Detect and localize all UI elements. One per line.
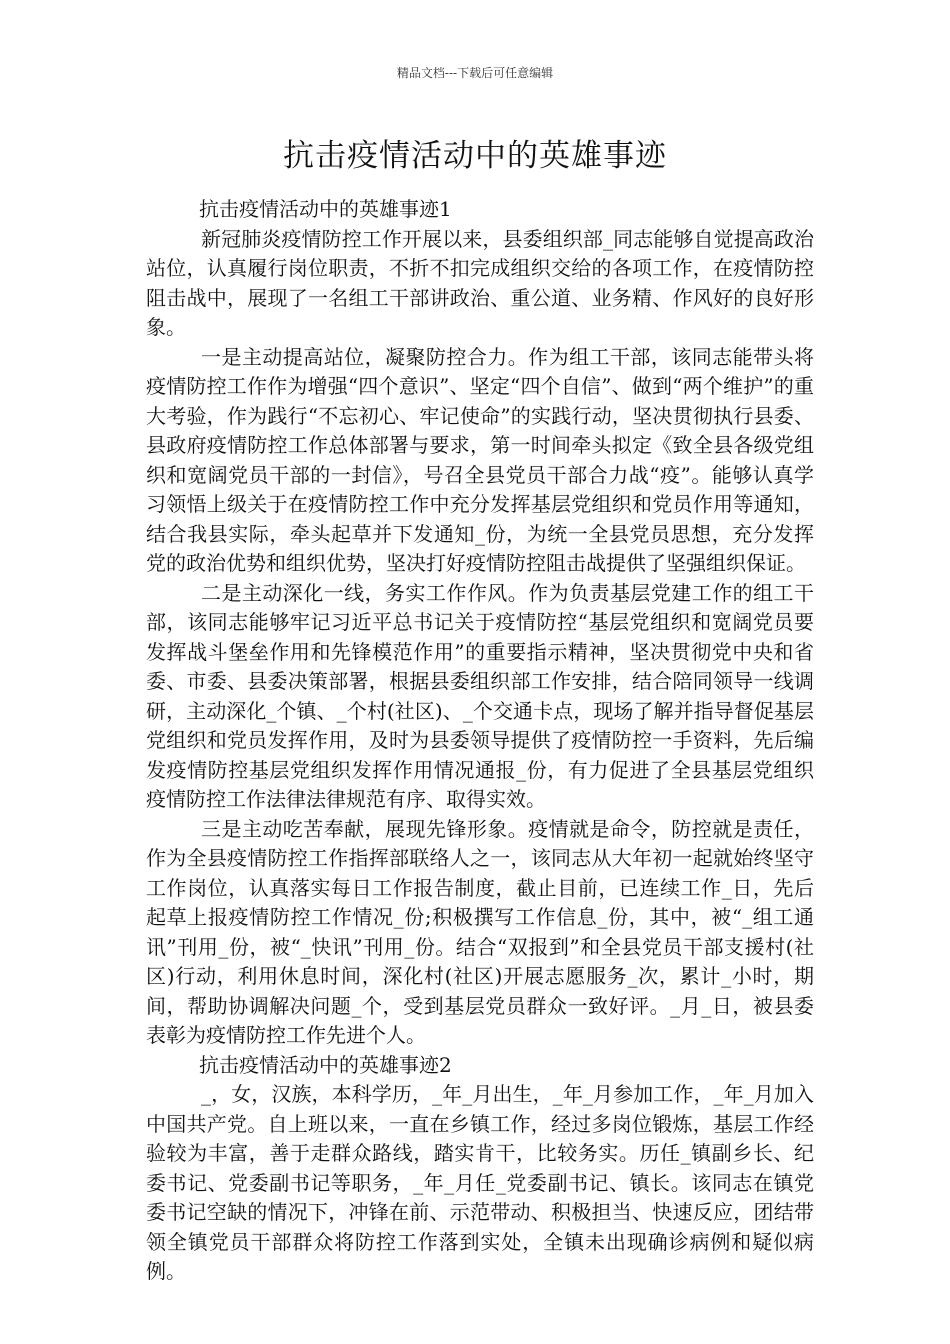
section-heading: 抗击疫情活动中的英雄事迹2 [199, 1052, 452, 1077]
paragraph: 二是主动深化一线，务实工作作风。作为负责基层党建工作的组工干部，该同志能够牢记习近平总书记关于疫情防控“基层党组织和宽阔党员要发挥战斗堡垒作用和先锋模范作用”的重要指示精神，坚决贯彻党中央和省委、市委、县委决策部署，根据县委组织部工作安排，结合陪同领导一线调研，主动深化_个镇、_个村(社区)、_个交通卡点，现场了解并指导督促基层党组织和党员发挥作用，及时为县委领导提供了疫情防控一手资料，先后编发疫情防控基层党组织发挥作用情况通报_份，有力促进了全县基层党组织疫情防控工作法律法律规范有序、取得实效。 [146, 580, 814, 811]
paragraph: 一是主动提高站位，凝聚防控合力。作为组工干部，该同志能带头将疫情防控工作作为增强“四个意识”、坚定“四个自信”、做到“两个维护”的重大考验，作为践行“不忘初心、牢记使命”的实践行动，坚决贯彻执行县委、县政府疫情防控工作总体部署与要求，第一时间牵头拟定《致全县各级党组织和宽阔党员干部的一封信》，号召全县党员干部合力战“疫”。能够认真学习领悟上级关于在疫情防控工作中充分发挥基层党组织和党员作用等通知，结合我县实际，牵头起草并下发通知_份，为统一全县党员思想，充分发挥党的政治优势和组织优势，坚决打好疫情防控阻击战提供了坚强组织保证。 [146, 344, 814, 575]
section-heading: 抗击疫情活动中的英雄事迹1 [199, 197, 452, 221]
paragraph: 新冠肺炎疫情防控工作开展以来，县委组织部_同志能够自觉提高政治站位，认真履行岗位职责，不折不扣完成组织交给的各项工作，在疫情防控阻击战中，展现了一名组工干部讲政治、重公道、业务精、作风好的良好形象。 [146, 226, 814, 339]
document-title: 抗击疫情活动中的英雄事迹 [283, 138, 667, 174]
paragraph: _，女，汉族，本科学历，_年_月出生，_年_月参加工作，_年_月加入中国共产党。自上班以来，一直在乡镇工作，经过多岗位锻炼，基层工作经验较为丰富，善于走群众路线，踏实肯干，比较务实。历任_镇副乡长、纪委书记、党委副书记等职务，_年_月任_党委副书记、镇长。该同志在镇党委书记空缺的情况下，冲锋在前、示范带动、积极担当、快速反应，团结带领全镇党员干部群众将防控工作落到实处，全镇未出现确诊病例和疑似病例。 [146, 1082, 814, 1283]
paragraph: 三是主动吃苦奉献，展现先锋形象。疫情就是命令，防控就是责任，作为全县疫情防控工作指挥部联络人之一，该同志从大年初一起就始终坚守工作岗位，认真落实每日工作报告制度，截止目前，已连续工作_日，先后起草上报疫情防控工作情况_份;积极撰写工作信息_份，其中，被“_组工通讯”刊用_份，被“_快讯”刊用_份。结合“双报到”和全县党员干部支援村(社区)行动，利用休息时间，深化村(社区)开展志愿服务_次，累计_小时，期间，帮助协调解决问题_个，受到基层党员群众一致好评。_月_日，被县委表彰为疫情防控工作先进个人。 [146, 816, 814, 1047]
document-body [146, 195, 814, 1287]
header-watermark: 精品文档---下载后可任意编辑 [396, 66, 554, 80]
